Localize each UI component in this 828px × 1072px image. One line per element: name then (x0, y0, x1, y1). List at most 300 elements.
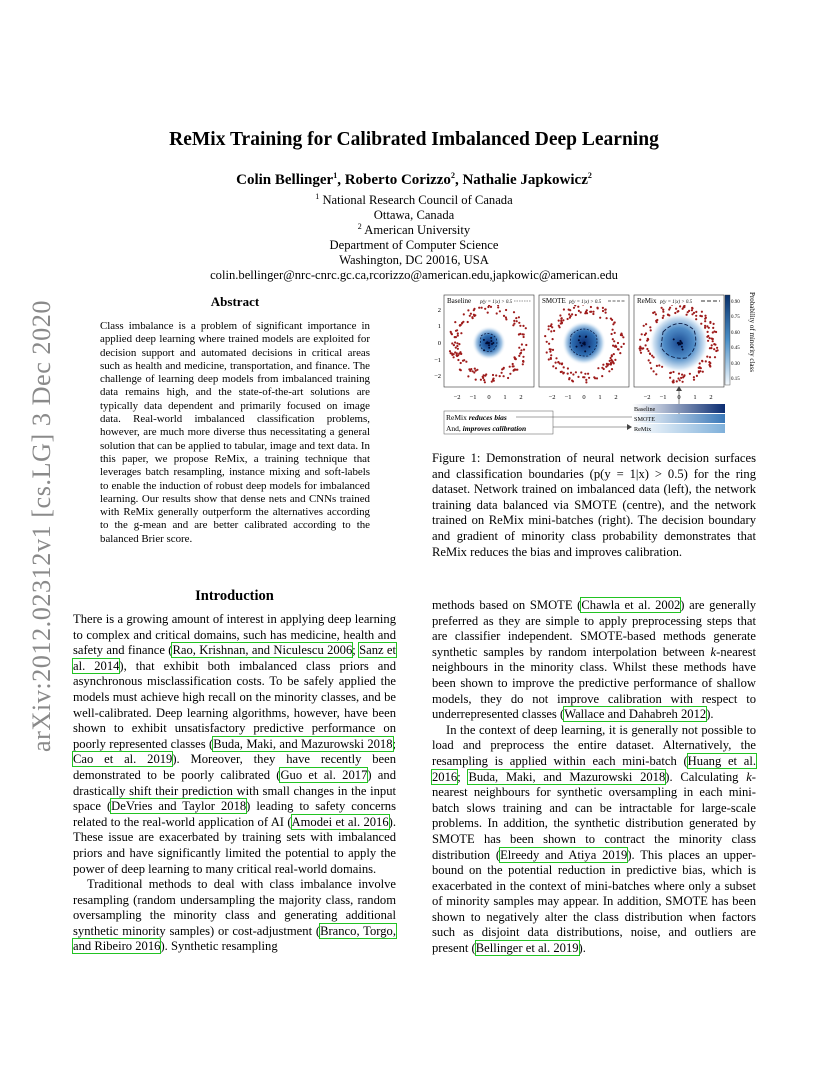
majority-point (516, 320, 518, 322)
majority-point (619, 352, 621, 354)
majority-point (675, 308, 677, 310)
majority-point (610, 362, 612, 364)
majority-point (605, 312, 607, 314)
majority-point (586, 309, 588, 311)
majority-point (561, 317, 563, 319)
majority-point (512, 363, 514, 365)
majority-point (705, 317, 707, 319)
majority-point (592, 313, 594, 315)
majority-point (648, 359, 650, 361)
majority-point (457, 354, 459, 356)
x-tick-label: 2 (614, 394, 618, 401)
author-name: Nathalie Japkowicz (462, 172, 588, 188)
majority-point (462, 321, 464, 323)
majority-point (487, 312, 489, 314)
majority-point (642, 347, 644, 349)
majority-point (683, 305, 685, 307)
majority-point (661, 366, 663, 368)
majority-point (580, 311, 582, 313)
majority-point (709, 322, 711, 324)
majority-point (714, 344, 716, 346)
majority-point (674, 312, 676, 314)
citation-link[interactable]: Sanz et al. 2014 (73, 643, 397, 673)
majority-point (599, 317, 601, 319)
majority-point (474, 314, 476, 316)
majority-point (649, 362, 651, 364)
majority-point (492, 374, 494, 376)
calibration-legend (632, 404, 725, 433)
majority-point (620, 346, 622, 348)
majority-point (450, 352, 452, 354)
colorbar-tick: 0.60 (731, 331, 740, 336)
majority-point (490, 306, 492, 308)
citation-link[interactable]: Guo et al. 2017 (280, 767, 368, 782)
majority-point (609, 360, 611, 362)
minority-point (678, 343, 680, 345)
author-name: Colin Bellinger (236, 172, 334, 188)
y-tick-label: 2 (437, 307, 441, 314)
majority-point (572, 373, 574, 375)
majority-point (611, 368, 613, 370)
x-tick-label: 2 (519, 394, 523, 401)
majority-point (661, 307, 663, 309)
majority-point (709, 362, 711, 364)
majority-point (460, 369, 462, 371)
majority-point (478, 307, 480, 309)
colorbar-label: Probability of minority class (748, 292, 756, 372)
majority-point (512, 324, 514, 326)
majority-point (548, 325, 550, 327)
majority-point (557, 361, 559, 363)
panel-remix (634, 295, 724, 387)
minority-point (490, 337, 492, 339)
majority-point (472, 370, 474, 372)
majority-point (483, 374, 485, 376)
citation-link[interactable]: Buda, Maki, and Mazurowski 2018 (213, 736, 393, 751)
majority-point (668, 314, 670, 316)
majority-point (560, 320, 562, 322)
majority-point (549, 348, 551, 350)
citation-link[interactable]: Chawla et al. 2002 (581, 598, 681, 612)
author-name: Roberto Corizzo (344, 172, 451, 188)
majority-point (518, 322, 520, 324)
y-tick-label: −1 (434, 357, 441, 364)
affil-name: National Research Council of Canada (322, 193, 513, 207)
majority-point (525, 344, 527, 346)
majority-point (555, 357, 557, 359)
paragraph: methods based on SMOTE (Chawla et al. 2002) are generally preferred as they are simple to apply preprocessing steps that are classifier independent. SMOTE-based methods generate synthetic samples by random interpolation between k-nearest neighbours in the minority class. Whilst these methods have been shown to improve the predictive performance of shallow models, they do not improve calibration with respect to underrepresented classes (Wallace and Dahabreh 2012). (432, 598, 756, 722)
majority-point (546, 351, 548, 353)
minority-point (579, 335, 581, 337)
majority-point (575, 314, 577, 316)
majority-point (520, 349, 522, 351)
majority-point (481, 307, 483, 309)
majority-point (471, 316, 473, 318)
majority-point (521, 343, 523, 345)
majority-point (458, 343, 460, 345)
majority-point (558, 320, 560, 322)
arxiv-stamp-text: arXiv:2012.02312v1 [cs.LG] 3 Dec 2020 (27, 304, 56, 752)
majority-point (612, 345, 614, 347)
majority-point (559, 326, 561, 328)
legend-label: ReMix (634, 426, 652, 433)
majority-point (461, 322, 463, 324)
majority-point (470, 313, 472, 315)
citation-link[interactable]: Buda, Maki, and Mazurowski 2018 (468, 769, 666, 784)
majority-point (614, 332, 616, 334)
majority-point (455, 347, 457, 349)
majority-point (482, 377, 484, 379)
citation-link[interactable]: Amodei et al. 2016 (291, 814, 389, 829)
x-tick-label: −1 (659, 394, 667, 401)
majority-point (475, 370, 477, 372)
affil-mark: 1 (315, 191, 320, 201)
minority-point (488, 347, 490, 349)
majority-point (559, 314, 561, 316)
majority-point (499, 375, 501, 377)
majority-point (484, 381, 486, 383)
majority-point (555, 367, 557, 369)
majority-point (550, 358, 552, 360)
majority-point (712, 327, 714, 329)
majority-point (483, 379, 485, 381)
majority-point (567, 318, 569, 320)
majority-point (497, 306, 499, 308)
majority-point (601, 375, 603, 377)
majority-point (548, 328, 550, 330)
affil-place: Ottawa, Canada (373, 208, 455, 222)
majority-point (707, 340, 709, 342)
x-tick-label: 1 (693, 394, 697, 401)
majority-point (462, 360, 464, 362)
minority-point (488, 342, 490, 344)
section-heading-introduction: Introduction (195, 588, 274, 604)
citation-link[interactable]: Bellinger et al. 2019 (475, 941, 579, 956)
majority-point (577, 306, 579, 308)
majority-point (509, 366, 511, 368)
majority-point (575, 371, 577, 373)
majority-point (662, 315, 664, 317)
majority-point (647, 350, 649, 352)
majority-point (680, 377, 682, 379)
majority-point (456, 342, 458, 344)
majority-point (677, 377, 679, 379)
majority-point (606, 317, 608, 319)
majority-point (505, 309, 507, 311)
majority-point (601, 367, 603, 369)
majority-point (645, 323, 647, 325)
majority-point (496, 312, 498, 314)
majority-point (592, 311, 594, 313)
majority-point (578, 310, 580, 312)
majority-point (640, 352, 642, 354)
majority-point (706, 325, 708, 327)
panel-formula: p(y = 1|x) > 0.5 (660, 300, 693, 305)
minority-point (578, 339, 580, 341)
majority-point (505, 318, 507, 320)
citation-link[interactable]: Wallace and Dahabreh 2012 (564, 707, 707, 722)
majority-point (613, 362, 615, 364)
minority-point (673, 338, 675, 340)
minority-point (585, 336, 587, 338)
majority-point (567, 373, 569, 375)
majority-point (646, 348, 648, 350)
majority-point (596, 377, 598, 379)
minority-point (490, 340, 492, 342)
affiliations (0, 193, 828, 283)
majority-point (505, 316, 507, 318)
majority-point (572, 380, 574, 382)
majority-point (473, 308, 475, 310)
majority-point (695, 311, 697, 313)
annotation-reduces-bias: ReMix reduces bias (446, 413, 507, 422)
majority-point (523, 336, 525, 338)
citation-link[interactable]: Rao, Krishnan, and Niculescu 2006 (172, 643, 353, 658)
majority-point (653, 370, 655, 372)
majority-point (563, 308, 565, 310)
minority-point (581, 345, 583, 347)
citation-link[interactable]: Elreedy and Atiya 2019 (500, 847, 628, 862)
majority-point (713, 348, 715, 350)
majority-point (695, 315, 697, 317)
majority-point (646, 340, 648, 342)
majority-point (704, 320, 706, 322)
majority-point (678, 373, 680, 375)
majority-point (672, 381, 674, 383)
majority-point (612, 338, 614, 340)
majority-point (650, 329, 652, 331)
x-axis-ticks (454, 394, 713, 401)
majority-point (613, 353, 615, 355)
majority-point (525, 327, 527, 329)
majority-point (662, 309, 664, 311)
majority-point (693, 379, 695, 381)
colorbar-tick: 0.30 (731, 362, 740, 367)
majority-point (709, 347, 711, 349)
majority-point (516, 369, 518, 371)
majority-point (614, 359, 616, 361)
colorbar-tick: 0.15 (731, 377, 740, 382)
majority-point (513, 320, 515, 322)
majority-point (604, 309, 606, 311)
majority-point (470, 368, 472, 370)
majority-point (518, 355, 520, 357)
majority-point (682, 381, 684, 383)
panel-formula: p(y = 1|x) > 0.5 (480, 300, 513, 305)
affil-dept: Department of Computer Science (329, 238, 499, 252)
majority-point (519, 325, 521, 327)
majority-point (645, 344, 647, 346)
majority-point (709, 356, 711, 358)
right-column (432, 598, 756, 957)
minority-point (582, 343, 584, 345)
majority-point (662, 311, 664, 313)
majority-point (518, 347, 520, 349)
majority-point (593, 376, 595, 378)
majority-point (550, 330, 552, 332)
majority-point (702, 371, 704, 373)
majority-point (704, 315, 706, 317)
citation-link[interactable]: Branco, Torgo, and Ribeiro 2016 (73, 923, 396, 954)
majority-point (467, 375, 469, 377)
author-emails: colin.bellinger@nrc-cnrc.gc.ca,rcorizzo@american.edu,japkowic@american.edu (210, 268, 618, 282)
majority-point (649, 353, 651, 355)
majority-point (613, 340, 615, 342)
paragraph: Traditional methods to deal with class imbalance involve resampling (random undersampling the majority class, random oversampling the minority class and generating additional synthetic minority samples) or cost-adjustment (Branco, Torgo, and Ribeiro 2016). Synthetic resampling (73, 877, 396, 954)
majority-point (568, 313, 570, 315)
paper-title: ReMix Training for Calibrated Imbalanced Deep Learning (169, 129, 659, 150)
majority-point (622, 336, 624, 338)
majority-point (649, 326, 651, 328)
minority-point (679, 340, 681, 342)
majority-point (475, 379, 477, 381)
affil-place: Washington, DC 20016, USA (339, 253, 489, 267)
majority-point (695, 318, 697, 320)
majority-point (655, 373, 657, 375)
majority-point (691, 309, 693, 311)
minority-point (682, 349, 684, 351)
majority-point (612, 329, 614, 331)
majority-point (700, 323, 702, 325)
majority-point (656, 365, 658, 367)
colorbar (725, 292, 756, 385)
citation-link[interactable]: Cao et al. 2019 (73, 752, 173, 767)
majority-point (588, 377, 590, 379)
majority-point (552, 365, 554, 367)
majority-point (706, 356, 708, 358)
majority-point (699, 362, 701, 364)
majority-point (453, 356, 455, 358)
majority-point (611, 333, 613, 335)
majority-point (691, 307, 693, 309)
panel-smote (539, 295, 629, 387)
majority-point (570, 372, 572, 374)
majority-point (454, 336, 456, 338)
majority-point (650, 367, 652, 369)
majority-point (715, 331, 717, 333)
paragraph: In the context of deep learning, it is generally not possible to load and preprocess the entire dataset. Alternatively, the resampling is applied within each mini-batch (Huang et al. 2016; Buda, Maki, and Mazurowski 2018). Calculating k-nearest neighbours for synthetic oversampling in each mini-batch slows training and can be intractable for large-scale problems. In addition, the synthetic distribution generated by SMOTE has been shown to contract the minority class distribution (Elreedy and Atiya 2019). This places an upper-bound on the potential reduction in predictive bias, which is exacerbated in the context of mini-batches where only a subset of minority samples may appear. In addition, SMOTE has been shown to negatively alter the class distribution when factors such as disjoint data distributions, noise, and outliers are present (Bellinger et al. 2019). (432, 722, 756, 956)
x-tick-label: 1 (598, 394, 602, 401)
majority-point (552, 349, 554, 351)
majority-point (641, 333, 643, 335)
majority-point (553, 330, 555, 332)
majority-point (643, 325, 645, 327)
majority-point (453, 344, 455, 346)
majority-point (562, 372, 564, 374)
majority-point (580, 371, 582, 373)
author-affil-mark: 2 (450, 171, 455, 180)
majority-point (639, 339, 641, 341)
affil-mark: 2 (357, 221, 362, 231)
majority-point (590, 306, 592, 308)
majority-point (584, 373, 586, 375)
majority-point (614, 321, 616, 323)
majority-point (457, 348, 459, 350)
majority-point (656, 319, 658, 321)
majority-point (712, 331, 714, 333)
panel-label: Baseline (447, 297, 472, 305)
majority-point (713, 323, 715, 325)
majority-point (704, 325, 706, 327)
majority-point (701, 311, 703, 313)
x-tick-label: 0 (677, 394, 681, 401)
majority-point (503, 375, 505, 377)
majority-point (701, 360, 703, 362)
majority-point (480, 379, 482, 381)
majority-point (672, 371, 674, 373)
paragraph: There is a growing amount of interest in applying deep learning to complex and critical domains, such has medicine, health and safety and finance (Rao, Krishnan, and Niculescu 2006; Sanz et al. 2014), that exhibit both imbalanced class priors and asynchronous misclassification costs. To be safely applied the models must achieve high recall on the minority classes, and be well-calibrated. Deep learning algorithms, however, have been shown to exhibit unsatisfactory predictive performance on poorly represented classes (Buda, Maki, and Mazurowski 2018; Cao et al. 2019). Moreover, they have recently been demonstrated to be poorly calibrated (Guo et al. 2017) and drastically shift their prediction with small changes in the input space (DeVries and Taylor 2018) leading to safety concerns related to the real-world application of AI (Amodei et al. 2016). These issue are exacerbated by training sets with imbalanced priors and have significantly limited the potential to apply the power of deep learning to many critical real-world domains. (73, 612, 397, 876)
majority-point (711, 344, 713, 346)
citation-link[interactable]: DeVries and Taylor 2018 (111, 799, 247, 814)
majority-point (597, 367, 599, 369)
annotation-improves-calibration: And, improves calibration (446, 424, 527, 433)
majority-point (513, 369, 515, 371)
majority-point (698, 367, 700, 369)
minority-point (579, 342, 581, 344)
y-tick-label: −2 (434, 373, 441, 380)
minority-point (483, 349, 485, 351)
legend-label: Baseline (634, 406, 656, 413)
majority-point (519, 353, 521, 355)
author-affil-mark: 2 (587, 171, 592, 180)
majority-point (509, 373, 511, 375)
majority-point (512, 365, 514, 367)
majority-point (499, 310, 501, 312)
majority-point (501, 372, 503, 374)
majority-point (546, 341, 548, 343)
majority-point (454, 321, 456, 323)
majority-point (549, 351, 551, 353)
majority-point (456, 345, 458, 347)
majority-point (474, 368, 476, 370)
majority-point (457, 359, 459, 361)
majority-point (454, 351, 456, 353)
majority-point (550, 325, 552, 327)
majority-point (602, 310, 604, 312)
majority-point (677, 311, 679, 313)
majority-point (651, 355, 653, 357)
majority-point (700, 367, 702, 369)
citation-link[interactable]: Huang et al. 2016 (432, 753, 756, 784)
majority-point (621, 334, 623, 336)
majority-point (709, 365, 711, 367)
majority-point (544, 335, 546, 337)
majority-point (681, 374, 683, 376)
author-affil-mark: 1 (333, 171, 338, 180)
majority-point (568, 378, 570, 380)
majority-point (503, 367, 505, 369)
majority-point (523, 333, 525, 335)
y-tick-label: 0 (437, 340, 441, 347)
majority-point (495, 374, 497, 376)
majority-point (518, 316, 520, 318)
minority-point (681, 346, 683, 348)
majority-point (707, 331, 709, 333)
majority-point (717, 349, 719, 351)
majority-point (596, 307, 598, 309)
majority-point (585, 379, 587, 381)
author-list: Colin Bellinger$^1$, Roberto Corizzo$^2$, Nathalie Japkowicz$^2$ (236, 171, 592, 188)
majority-point (465, 361, 467, 363)
majority-point (617, 342, 619, 344)
majority-point (716, 347, 718, 349)
majority-point (555, 362, 557, 364)
majority-point (691, 313, 693, 315)
majority-point (712, 340, 714, 342)
majority-point (696, 375, 698, 377)
majority-point (507, 377, 509, 379)
majority-point (567, 367, 569, 369)
